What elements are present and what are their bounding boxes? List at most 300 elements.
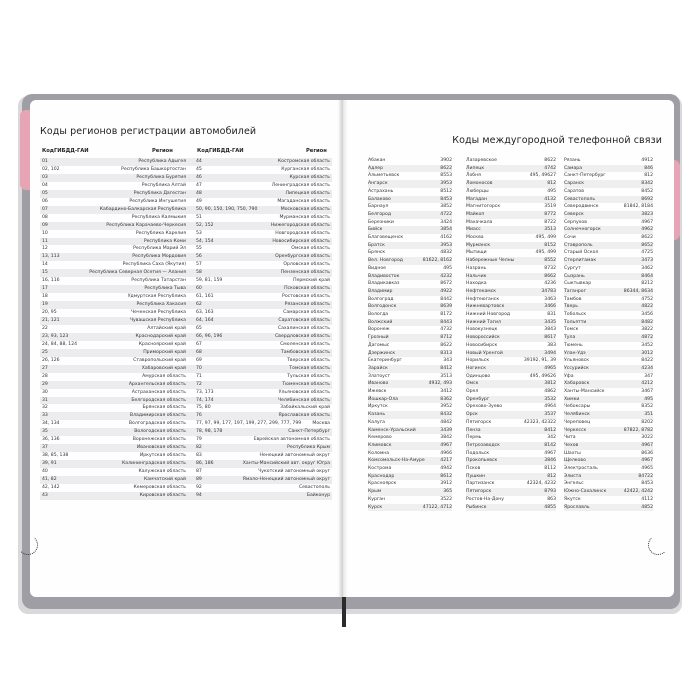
book-spine <box>338 100 348 597</box>
city-row <box>564 419 653 427</box>
city-row <box>564 172 653 180</box>
city-name: Казань <box>368 412 386 418</box>
city-name: Улан-Удэ <box>564 350 586 356</box>
city-name: Вологда <box>368 312 389 317</box>
region-cell: Брянская область <box>142 405 186 411</box>
region-cell: Вологодская область <box>134 429 186 435</box>
region-cell: Костромская область <box>277 159 330 164</box>
code-cell: 49 <box>196 198 202 204</box>
city-name: Альметьевск <box>368 173 400 179</box>
code-cell: 04 <box>42 182 48 188</box>
city-name: Серпухов <box>564 219 587 225</box>
phone-code: 3846 <box>544 458 556 464</box>
table-row <box>40 206 332 214</box>
city-name: Северодвинск <box>564 204 599 210</box>
code-cell: 08 <box>42 214 48 220</box>
phone-code: 4855 <box>544 504 556 510</box>
city-row <box>368 396 452 404</box>
phone-code: 8622 <box>641 235 653 240</box>
phone-code: 846 <box>644 165 653 171</box>
phone-code: 86344, 8634 <box>623 288 653 294</box>
city-name: Рыбинск <box>466 504 487 510</box>
city-name: Старый Оскол <box>564 250 599 256</box>
code-cell: 74, 174 <box>196 397 214 403</box>
code-cell: 10 <box>42 230 48 236</box>
city-row <box>564 365 653 373</box>
table-row <box>40 325 332 333</box>
table-row <box>40 238 332 246</box>
city-row <box>368 219 452 227</box>
city-row <box>368 249 452 257</box>
phone-code: 42324, 4232 <box>526 481 556 487</box>
city-row <box>368 365 452 373</box>
city-name: Барнаул <box>368 204 389 210</box>
phone-code: 3435 <box>544 319 556 325</box>
city-name: Коломна <box>368 450 390 456</box>
phone-code: 3456 <box>641 312 653 317</box>
city-row <box>466 473 556 481</box>
city-name: Электросталь <box>564 466 598 471</box>
table-row <box>40 182 332 190</box>
code-cell: 46 <box>196 174 202 180</box>
city-name: Махачкала <box>466 219 493 225</box>
phone-code: 8142 <box>544 442 556 448</box>
city-row <box>368 442 452 450</box>
phone-code: 812 <box>547 473 556 479</box>
table-row <box>40 404 332 412</box>
region-cell: Удмуртская Республика <box>127 294 186 300</box>
region-cell: Оренбургская область <box>275 254 330 260</box>
phone-code: 4922 <box>440 288 452 294</box>
region-cell: Новосибирская область <box>272 238 330 244</box>
code-cell: 62 <box>196 302 202 308</box>
city-name: Магнитогорск <box>466 204 501 210</box>
city-name: Вел. Новгород <box>368 258 403 264</box>
phone-code: 3467 <box>641 389 653 394</box>
city-row <box>466 504 556 512</box>
city-name: Ногинск <box>466 365 486 371</box>
phone-code: 4236 <box>544 281 556 287</box>
phone-code: 4722 <box>440 211 452 217</box>
phone-code: 8352 <box>641 404 653 410</box>
code-cell: 28 <box>42 373 48 379</box>
phone-code: 4217 <box>440 458 452 464</box>
region-cell: Иркутская область <box>139 453 186 459</box>
phone-code: 8452 <box>641 188 653 194</box>
phone-code: 3439 <box>440 427 452 433</box>
city-name: Липецк <box>466 165 485 171</box>
region-cell: Самарская область <box>283 310 330 316</box>
city-name: Лобня <box>466 173 481 179</box>
city-row <box>466 303 556 311</box>
code-cell: 37 <box>42 445 48 451</box>
city-row <box>368 496 452 504</box>
phone-code: 831 <box>547 312 556 317</box>
city-name: Ломоносов <box>466 181 493 187</box>
phone-code: 8202 <box>641 419 653 425</box>
city-row <box>466 273 556 281</box>
city-row <box>564 350 653 358</box>
code-cell: 06 <box>42 198 48 204</box>
city-name: Нижний Новгород <box>466 312 511 317</box>
city-name: Астрахань <box>368 188 394 194</box>
code-cell: 56 <box>196 254 202 260</box>
city-name: Череповец <box>564 419 591 425</box>
city-name: Крым <box>368 489 382 495</box>
region-cell: Ненецкий автономный округ <box>259 453 330 459</box>
city-row <box>368 211 452 219</box>
city-name: Каменск-Уральский <box>368 427 416 433</box>
region-cell: Алтайский край <box>147 325 186 331</box>
phone-code: 8712 <box>440 335 452 341</box>
phone-code: 3462 <box>641 265 653 271</box>
region-cell: Псковская область <box>284 286 330 292</box>
bookmark-ribbon[interactable] <box>342 597 346 627</box>
phone-code: 8412 <box>440 365 452 371</box>
code-cell: 29 <box>42 381 48 387</box>
city-row <box>564 180 653 188</box>
phone-code: 812 <box>644 173 653 179</box>
region-cell: Владимирская область <box>129 413 186 419</box>
city-name: Оренбург <box>466 396 490 402</box>
city-name: Самара <box>564 165 583 171</box>
region-cell: Приморский край <box>143 349 186 355</box>
phone-code: 3473 <box>641 258 653 264</box>
region-cell: Волгоградская область <box>128 421 186 427</box>
phone-code: 3823 <box>641 211 653 217</box>
table-row <box>40 452 332 460</box>
city-row <box>466 434 556 442</box>
city-name: Хабаровск <box>564 381 590 387</box>
city-name: Новый Уренгой <box>466 350 503 356</box>
region-cell: Республика Коми <box>143 238 186 244</box>
city-row <box>564 311 653 319</box>
city-row <box>466 427 556 435</box>
city-name: Тобольск <box>564 312 587 317</box>
region-cell: Кировская область <box>139 492 186 498</box>
phone-code: 81622, 8162 <box>422 258 452 264</box>
city-row <box>466 249 556 257</box>
region-cell: Калининградская область <box>122 461 186 467</box>
city-name: Нижневартовск <box>466 304 505 310</box>
phone-code: 4932, 493 <box>428 381 452 387</box>
city-row <box>368 234 452 242</box>
table-row <box>40 476 332 484</box>
city-row <box>466 296 556 304</box>
city-row <box>368 203 452 211</box>
city-row <box>564 249 653 257</box>
code-cell: 76 <box>196 413 202 419</box>
city-name: Ханты-Мансийск <box>564 389 605 394</box>
city-name: Ангарск <box>368 181 388 187</box>
city-name: Дагомыс <box>368 342 390 348</box>
code-cell: 92 <box>196 484 202 490</box>
code-cell: 03 <box>42 174 48 180</box>
city-row <box>368 157 452 165</box>
city-name: Чехов <box>564 442 579 448</box>
city-name: Саратов <box>564 188 584 194</box>
phone-code: 8482 <box>641 319 653 325</box>
phone-code: 47122, 4712 <box>422 504 452 510</box>
phone-code: 351 <box>644 412 653 418</box>
region-cell: Ханты-Мансийский авт. округ Югра <box>242 461 330 467</box>
phone-code: 4822 <box>641 304 653 310</box>
code-cell: 14 <box>42 262 48 268</box>
city-name: Волгоград <box>368 296 394 302</box>
header-region-2: Регион <box>306 148 327 154</box>
city-row <box>466 419 556 427</box>
city-row <box>564 427 653 435</box>
code-cell: 50, 90, 150, 190, 750, 790 <box>196 206 258 212</box>
city-row <box>368 188 452 196</box>
city-name: Пушкин <box>466 473 486 479</box>
city-name: Солнечногорск <box>564 227 601 233</box>
phone-code: 4112 <box>641 496 653 502</box>
code-cell: 11 <box>42 238 48 244</box>
region-cell: Ярославская область <box>278 413 330 419</box>
table-row <box>40 230 332 238</box>
city-name: Южно-Сахалинск <box>564 489 607 495</box>
phone-code: 495 <box>443 265 452 271</box>
code-cell: 07 <box>42 206 48 212</box>
code-cell: 21, 121 <box>42 318 60 323</box>
city-row <box>368 427 452 435</box>
phone-code: 4852 <box>641 504 653 510</box>
table-row <box>40 190 332 198</box>
city-name: Назрань <box>466 265 487 271</box>
city-row <box>564 219 653 227</box>
city-row <box>368 257 452 265</box>
table-row <box>40 397 332 405</box>
region-cell: Новгородская область <box>275 230 330 236</box>
decorative-dotted-arc-right <box>648 535 668 555</box>
city-row <box>368 504 452 512</box>
code-cell: 02, 102 <box>42 166 60 172</box>
code-cell: 16, 116 <box>42 278 60 284</box>
city-row <box>368 165 452 173</box>
code-cell: 15 <box>42 270 48 276</box>
city-row <box>564 273 653 281</box>
city-row <box>564 488 653 496</box>
phone-code: 343 <box>443 358 452 364</box>
city-row <box>466 196 556 204</box>
city-row <box>368 480 452 488</box>
city-row <box>564 288 653 296</box>
region-cell: Байконур <box>306 492 330 498</box>
city-name: Кострома <box>368 466 392 471</box>
phone-code: 342 <box>547 435 556 441</box>
table-row <box>40 365 332 373</box>
city-name: Стерлитамак <box>564 258 597 264</box>
decorative-dotted-arc-left <box>18 535 38 555</box>
region-cell: Москва <box>312 421 330 427</box>
table-row <box>40 166 332 174</box>
phone-code: 4162 <box>440 235 452 240</box>
city-name: Климовск <box>368 442 392 448</box>
phone-code: 4966 <box>440 450 452 456</box>
code-cell: 30 <box>42 389 48 395</box>
region-cell: Белгородская область <box>131 397 186 403</box>
code-cell: 43 <box>42 492 48 498</box>
code-cell: 05 <box>42 190 48 196</box>
region-cell: Свердловская область <box>275 333 330 339</box>
city-name: Тверь <box>564 304 578 310</box>
phone-code: 3513 <box>440 373 452 379</box>
header-code-2: КодГИБДД-ГАИ <box>197 148 244 154</box>
city-name: Прокопьевск <box>466 458 498 464</box>
phone-code: 8464 <box>641 273 653 279</box>
city-name: Щелково <box>564 458 586 464</box>
phone-code: 8552 <box>544 258 556 264</box>
region-cell: Краснодарский край <box>135 333 186 339</box>
phone-code: 4872 <box>641 335 653 341</box>
city-row <box>564 334 653 342</box>
table-row <box>40 198 332 206</box>
city-row <box>564 326 653 334</box>
region-cell: Тамбовская область <box>280 349 330 355</box>
city-name: Норильск <box>466 358 490 364</box>
phone-code: 81842, 8184 <box>623 204 653 210</box>
city-row <box>564 434 653 442</box>
region-cell: Республика Ингушетия <box>129 198 186 204</box>
phone-code: 3852 <box>440 204 452 210</box>
phone-code: 8432 <box>440 412 452 418</box>
phone-code: 8362 <box>440 396 452 402</box>
phone-code: 8672 <box>440 281 452 287</box>
city-name: Энгельс <box>564 481 584 487</box>
phone-code: 8692 <box>641 196 653 202</box>
table-row <box>40 468 332 476</box>
region-cell: Курганская область <box>281 166 330 172</box>
phone-code: 34783 <box>541 288 556 294</box>
code-cell: 59, 81, 159 <box>196 278 223 284</box>
table-row <box>40 444 332 452</box>
city-row <box>466 480 556 488</box>
region-cell: Республика Адыгея <box>138 159 186 164</box>
city-row <box>564 403 653 411</box>
city-row <box>466 365 556 373</box>
region-cell: Республика Крым <box>287 445 330 451</box>
code-cell: 67 <box>196 341 202 347</box>
code-cell: 09 <box>42 222 48 228</box>
city-name: Дзержинск <box>368 350 396 356</box>
city-row <box>368 419 452 427</box>
region-cell: Амурская область <box>142 373 186 379</box>
city-name: Тюмень <box>564 342 583 348</box>
table-row <box>40 373 332 381</box>
city-name: Уфа <box>564 373 574 379</box>
city-row <box>564 450 653 458</box>
code-cell: 25 <box>42 349 48 355</box>
city-name: Нальчик <box>466 273 487 279</box>
code-cell: 89 <box>196 477 202 482</box>
city-row <box>564 496 653 504</box>
city-row <box>368 342 452 350</box>
city-name: Уссурийск <box>564 365 589 371</box>
region-cell: Республика Тыва <box>144 286 186 292</box>
phone-code: 42323, 42322 <box>523 419 556 425</box>
left-page-title: Коды регионов регистрации автомобилей <box>40 126 257 137</box>
phone-code: 8112 <box>544 466 556 471</box>
code-cell: 01 <box>42 159 48 164</box>
region-cell: Липецкая область <box>285 190 330 196</box>
phone-code: 4912 <box>641 158 653 163</box>
city-row <box>466 280 556 288</box>
region-cell: Ямало-Ненецкий автономный округ <box>242 477 330 482</box>
city-row <box>466 334 556 342</box>
phone-code: 8662 <box>544 273 556 279</box>
city-row <box>564 396 653 404</box>
city-name: Абакан <box>368 158 386 163</box>
city-row <box>368 280 452 288</box>
code-cell: 70 <box>196 365 202 371</box>
table-row <box>40 420 332 428</box>
city-name: Северск <box>564 211 584 217</box>
code-cell: 71 <box>196 373 202 379</box>
phone-code: 3822 <box>641 327 653 333</box>
code-cell: 22 <box>42 325 48 331</box>
table-row <box>40 261 332 269</box>
phone-code: 3537 <box>544 412 556 418</box>
city-name: Пятигорск <box>466 489 492 495</box>
phone-code: 8422 <box>641 358 653 364</box>
region-cell: Ростовская область <box>282 294 330 300</box>
table-row <box>40 301 332 309</box>
city-name: Орел <box>466 389 479 394</box>
city-row <box>368 273 452 281</box>
table-row <box>40 333 332 341</box>
city-name: Партизанск <box>466 481 495 487</box>
city-row <box>564 196 653 204</box>
city-row <box>368 380 452 388</box>
region-cell: Тульская область <box>287 373 330 379</box>
region-cell: Челябинская область <box>277 397 330 403</box>
phone-code: 8512 <box>440 188 452 194</box>
city-row <box>368 326 452 334</box>
table-row <box>40 341 332 349</box>
phone-code: 8612 <box>440 473 452 479</box>
city-row <box>466 496 556 504</box>
city-row <box>564 473 653 481</box>
city-row <box>564 203 653 211</box>
table-row <box>40 381 332 389</box>
city-name: Кемерово <box>368 435 392 441</box>
region-cell: Архангельская область <box>128 381 186 387</box>
phone-code: 4942 <box>440 466 452 471</box>
city-name: Белгород <box>368 211 392 217</box>
phone-code: 3463 <box>544 296 556 302</box>
city-row <box>466 396 556 404</box>
region-cell: Республика Северная Осетия — Алания <box>89 270 186 276</box>
city-name: Братск <box>368 242 385 248</box>
code-cell: 73, 173 <box>196 389 214 395</box>
phone-code: 4234 <box>641 365 653 371</box>
city-row <box>368 488 452 496</box>
region-cell: Томская область <box>289 365 330 371</box>
city-name: Адлер <box>368 165 383 171</box>
city-row <box>564 411 653 419</box>
code-cell: 66, 96, 196 <box>196 333 223 339</box>
phone-code: 8553 <box>440 173 452 179</box>
code-cell: 33 <box>42 413 48 419</box>
city-row <box>564 303 653 311</box>
phone-code: 8636 <box>641 450 653 456</box>
code-cell: 38, 85, 138 <box>42 453 69 459</box>
region-cell: Рязанская область <box>284 302 330 308</box>
phone-code: 347 <box>644 373 653 379</box>
city-row <box>466 326 556 334</box>
city-row <box>564 319 653 327</box>
